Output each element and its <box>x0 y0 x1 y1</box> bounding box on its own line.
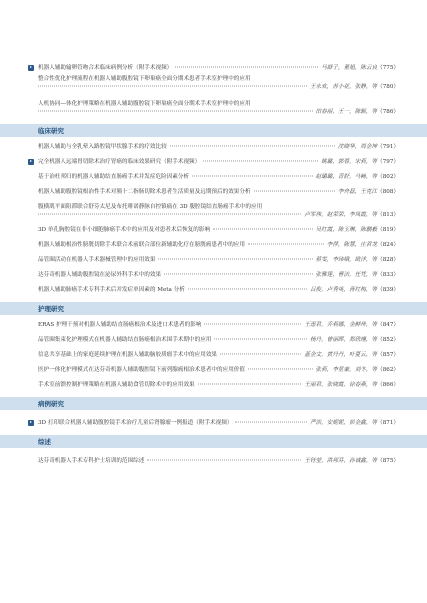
section-title: 病例研究 <box>38 400 64 408</box>
section-clinical-entries <box>38 143 399 294</box>
toc-entry[interactable] <box>38 203 399 219</box>
entry-page: 866 <box>382 382 394 388</box>
leader-dots <box>192 176 313 177</box>
entry-page: 786 <box>382 109 394 115</box>
leader-dots <box>38 86 307 87</box>
entry-authors: 严浩，安妮妮，彭金鑫，等 <box>309 420 378 426</box>
entry-meta: 蓝金文，黄丹丹，叶夏云，等（857） <box>304 352 399 358</box>
entry-title: ERAS 护理干预对机器人辅助结直肠癌根治术及进口术患者的影响 <box>38 322 202 328</box>
entry-page: 797 <box>382 159 394 165</box>
video-icon <box>28 159 34 165</box>
leader-dots <box>248 369 313 370</box>
leader-dots <box>204 324 301 325</box>
entry-authors: 张莉，李星豪，刘冬，等 <box>315 367 378 373</box>
toc-entry[interactable] <box>38 271 399 279</box>
entry-title: 手术室前馈控制护理策略在机器人辅助食管切除术中的应用效果 <box>38 382 195 388</box>
entry-meta: 杨丹，曾丽晖，郑欣瑾，等（852） <box>309 337 399 343</box>
toc-entry[interactable] <box>38 64 399 72</box>
section-title: 综述 <box>38 438 51 446</box>
section-title: 护理研究 <box>38 305 64 313</box>
entry-meta: 李舟磊，王克江（808） <box>337 189 399 195</box>
entry-meta: 王丽君，张晓霞，徐春燕，等（866） <box>304 382 399 388</box>
entry-meta: 蔡雯，李玮娥，欧洋，等（828） <box>315 257 399 263</box>
entry-authors: 李舟磊，王克江 <box>337 189 378 195</box>
leader-dots <box>235 422 307 423</box>
entry-authors: 赵璐璐，青舒，马畅，等 <box>315 174 378 180</box>
entry-page: 808 <box>382 189 394 195</box>
entry-page: 802 <box>382 174 394 180</box>
leader-dots <box>38 214 301 215</box>
leader-dots <box>188 289 307 290</box>
toc-entry[interactable] <box>38 100 399 116</box>
toc-entry[interactable] <box>38 336 399 344</box>
entry-title: 基于治杜邦归的机器人辅助结直肠癌手术并发症危险因素分析 <box>38 174 190 180</box>
entry-authors: 卢军伟，赵荣荣，李凤霞，等 <box>304 212 378 218</box>
entry-authors: 张雅莲，曹洁，任凭，等 <box>315 272 378 278</box>
toc-entry[interactable] <box>38 321 399 329</box>
entry-authors: 田春丽，王一，陈颖，等 <box>315 109 378 115</box>
leader-dots <box>147 460 301 461</box>
entry-page: 819 <box>382 227 394 233</box>
leader-dots <box>198 384 302 385</box>
entry-page: 791 <box>382 144 394 150</box>
entry-authors: 王丽君，张晓霞，徐春燕，等 <box>304 382 378 388</box>
toc-entry[interactable] <box>38 143 399 151</box>
entry-page: 775 <box>382 65 394 71</box>
entry-meta: 吕俊，卢秀英，蒋红梅，等（839） <box>309 287 399 293</box>
entry-authors: 沈晓华，周金坤 <box>337 144 378 150</box>
entry-title: 品管圈活动在机器人手术器械管理中的应用效果 <box>38 257 156 263</box>
entry-meta: 赵璐璐，青舒，马畅，等（802） <box>315 174 399 180</box>
leader-dots <box>220 354 301 355</box>
entry-page: 847 <box>382 322 394 328</box>
toc-entry[interactable] <box>38 173 399 181</box>
entry-authors: 王惠君，乔莉娜，金鲜珍，等 <box>304 322 378 328</box>
toc-entry[interactable] <box>38 381 399 389</box>
leader-dots <box>203 161 318 162</box>
entry-authors: 蓝金文，黄丹丹，叶夏云，等 <box>304 352 378 358</box>
entry-title: 3D 打印联合机器人辅助腹腔镜手术治疗儿童后肾腺瘤一例报道（附手术视频） <box>38 420 233 426</box>
entry-meta: 张莉，李星豪，刘冬，等（862） <box>315 367 399 373</box>
section-review-entries <box>38 454 399 465</box>
leader-dots <box>213 229 313 230</box>
toc-entry[interactable] <box>38 226 399 234</box>
entry-page: 780 <box>382 84 394 90</box>
section-header-nursing <box>0 302 427 315</box>
entry-title: 信息共享基础上的家庭延续护理在机器人辅助脑胶质瘤手术中的应用效果 <box>38 352 218 358</box>
entry-page: 875 <box>382 458 394 464</box>
leader-dots <box>248 244 324 245</box>
entry-title: 机器人辅助肺癌手术专科手术后并发症单因素的 Meta 分析 <box>38 287 185 293</box>
entry-meta: 张雅莲，曹洁，任凭，等（833） <box>315 272 399 278</box>
entry-title: 品管圈集束化护理模式在机器人辅助结直肠癌根治术围手术期中的应用 <box>38 337 212 343</box>
entry-title: 人机协同—体化护理策略在机器人辅助腹腔镜下卵巢癌全面分期术手术室护理中的应用 <box>38 101 251 107</box>
section-header-review <box>0 435 427 448</box>
section-header-clinical <box>0 124 427 137</box>
entry-title: 机器人辅助与全乳晕入路腔镜甲状腺手术的疗效比较 <box>38 144 167 150</box>
entry-authors: 蔡雯，李玮娥，欧洋，等 <box>315 257 378 263</box>
entry-meta: 王钰莹，洪邦芬，孙诚鑫，等（875） <box>304 458 399 464</box>
entry-authors: 姚璐，郭蓉，宋莉，等 <box>321 159 378 165</box>
section-case-entries <box>38 416 399 427</box>
entry-meta: 吴红霞，陈玉琳，陈鹏毅（819） <box>315 227 399 233</box>
entry-title: 腹横肌平面阻滞联合舒芬太尼及布托啡诺静脉自控镇痛在 3D 腹腔镜结直肠癌手术中的应用 <box>38 204 263 210</box>
entry-page: 852 <box>382 337 394 343</box>
leader-dots <box>170 146 335 147</box>
entry-meta: 王永欢，苏小花，张静，等 （ 780 ） <box>38 83 399 91</box>
entry-meta: 王惠君，乔莉娜，金鲜珍，等（847） <box>304 322 399 328</box>
video-icon <box>28 420 34 426</box>
toc-entry[interactable] <box>38 158 399 166</box>
entry-title: 达芬奇机器人手术专科护士培训的范围综述 <box>38 458 145 464</box>
entry-meta: 姚璐，郭蓉，宋莉，等（797） <box>321 159 399 165</box>
entry-authors: 吴红霞，陈玉琳，陈鹏毅 <box>315 227 378 233</box>
leader-dots <box>164 274 312 275</box>
entry-page: 857 <box>382 352 394 358</box>
video-icon <box>28 65 34 71</box>
section-title: 临床研究 <box>38 127 64 135</box>
leader-dots <box>175 67 318 68</box>
entry-title: 机器人辅助腹腔镜根治性手术对胰十二指肠切除术患者生活质量及远期预后的效果分析 <box>38 189 251 195</box>
toc-entry[interactable] <box>38 188 399 196</box>
toc-entry[interactable] <box>38 286 399 294</box>
leader-dots <box>214 339 307 340</box>
toc-entry[interactable] <box>38 366 399 374</box>
entry-meta: 卢军伟，赵荣荣，李凤霞，等 （ 813 ） <box>38 211 399 219</box>
entry-title: 机器人辅助根治性膀胱切除手术联合术前联合部位新辅助化疗在膀胱癌患者中的应用 <box>38 242 245 248</box>
top-entries <box>38 64 399 116</box>
entry-authors: 王永欢，苏小花，张静，等 <box>309 84 378 90</box>
entry-page: 824 <box>382 242 394 248</box>
entry-authors: 李萍，陈慧，庄君龙 <box>326 242 378 248</box>
entry-title: 达芬奇机器人辅助腹腔镜在泌尿外科手术中的效果 <box>38 272 162 278</box>
entry-meta: 田春丽，王一，陈颖，等 （ 786 ） <box>38 108 399 116</box>
entry-title: 整合性优化护理流程在机器人辅助腹腔镜下卵巢癌全面分期术患者手术室护理中的应用 <box>38 76 251 82</box>
entry-authors: 王钰莹，洪邦芬，孙诚鑫，等 <box>304 458 378 464</box>
toc-entry[interactable] <box>38 256 399 264</box>
entry-meta: 严浩，安妮妮，彭金鑫，等（871） <box>309 420 399 426</box>
toc-entry[interactable] <box>38 241 399 249</box>
entry-page: 871 <box>382 420 394 426</box>
entry-title: 机器人辅助输卵管吻合术临床病例分析（附手术视频） <box>38 65 173 71</box>
section-nursing-entries <box>38 321 399 389</box>
entry-title: 完全机器人远端胃切除术治疗胃癌的临床效果研究（附手术视频） <box>38 159 201 165</box>
entry-page: 828 <box>382 257 394 263</box>
entry-title: 医护一体化护理模式在达芬奇机器人辅助腹腔镜下前列腺癌根治术患者中的应用价值 <box>38 367 245 373</box>
entry-page: 813 <box>382 212 394 218</box>
toc-entry[interactable] <box>38 419 399 427</box>
leader-dots <box>158 259 312 260</box>
entry-title: 3D 单孔胸腔镜在非小细胞肺癌手术中的应用及对患者术后恢复的影响 <box>38 227 211 233</box>
entry-authors: 马群子，董旭，陈云良 <box>321 65 378 71</box>
entry-meta: 马群子，董旭，陈云良（775） <box>321 65 399 71</box>
section-header-case <box>0 397 427 410</box>
entry-page: 839 <box>382 287 394 293</box>
entry-page: 862 <box>382 367 394 373</box>
leader-dots <box>254 191 335 192</box>
entry-meta: 李萍，陈慧，庄君龙（824） <box>326 242 399 248</box>
toc-entry[interactable] <box>38 351 399 359</box>
leader-dots <box>38 111 313 112</box>
entry-meta: 沈晓华，周金坤（791） <box>337 144 399 150</box>
entry-authors: 杨丹，曾丽晖，郑欣瑾，等 <box>309 337 378 343</box>
toc-entry[interactable] <box>38 75 399 91</box>
entry-authors: 吕俊，卢秀英，蒋红梅，等 <box>309 287 378 293</box>
entry-page: 833 <box>382 272 394 278</box>
toc-entry[interactable] <box>38 457 399 465</box>
